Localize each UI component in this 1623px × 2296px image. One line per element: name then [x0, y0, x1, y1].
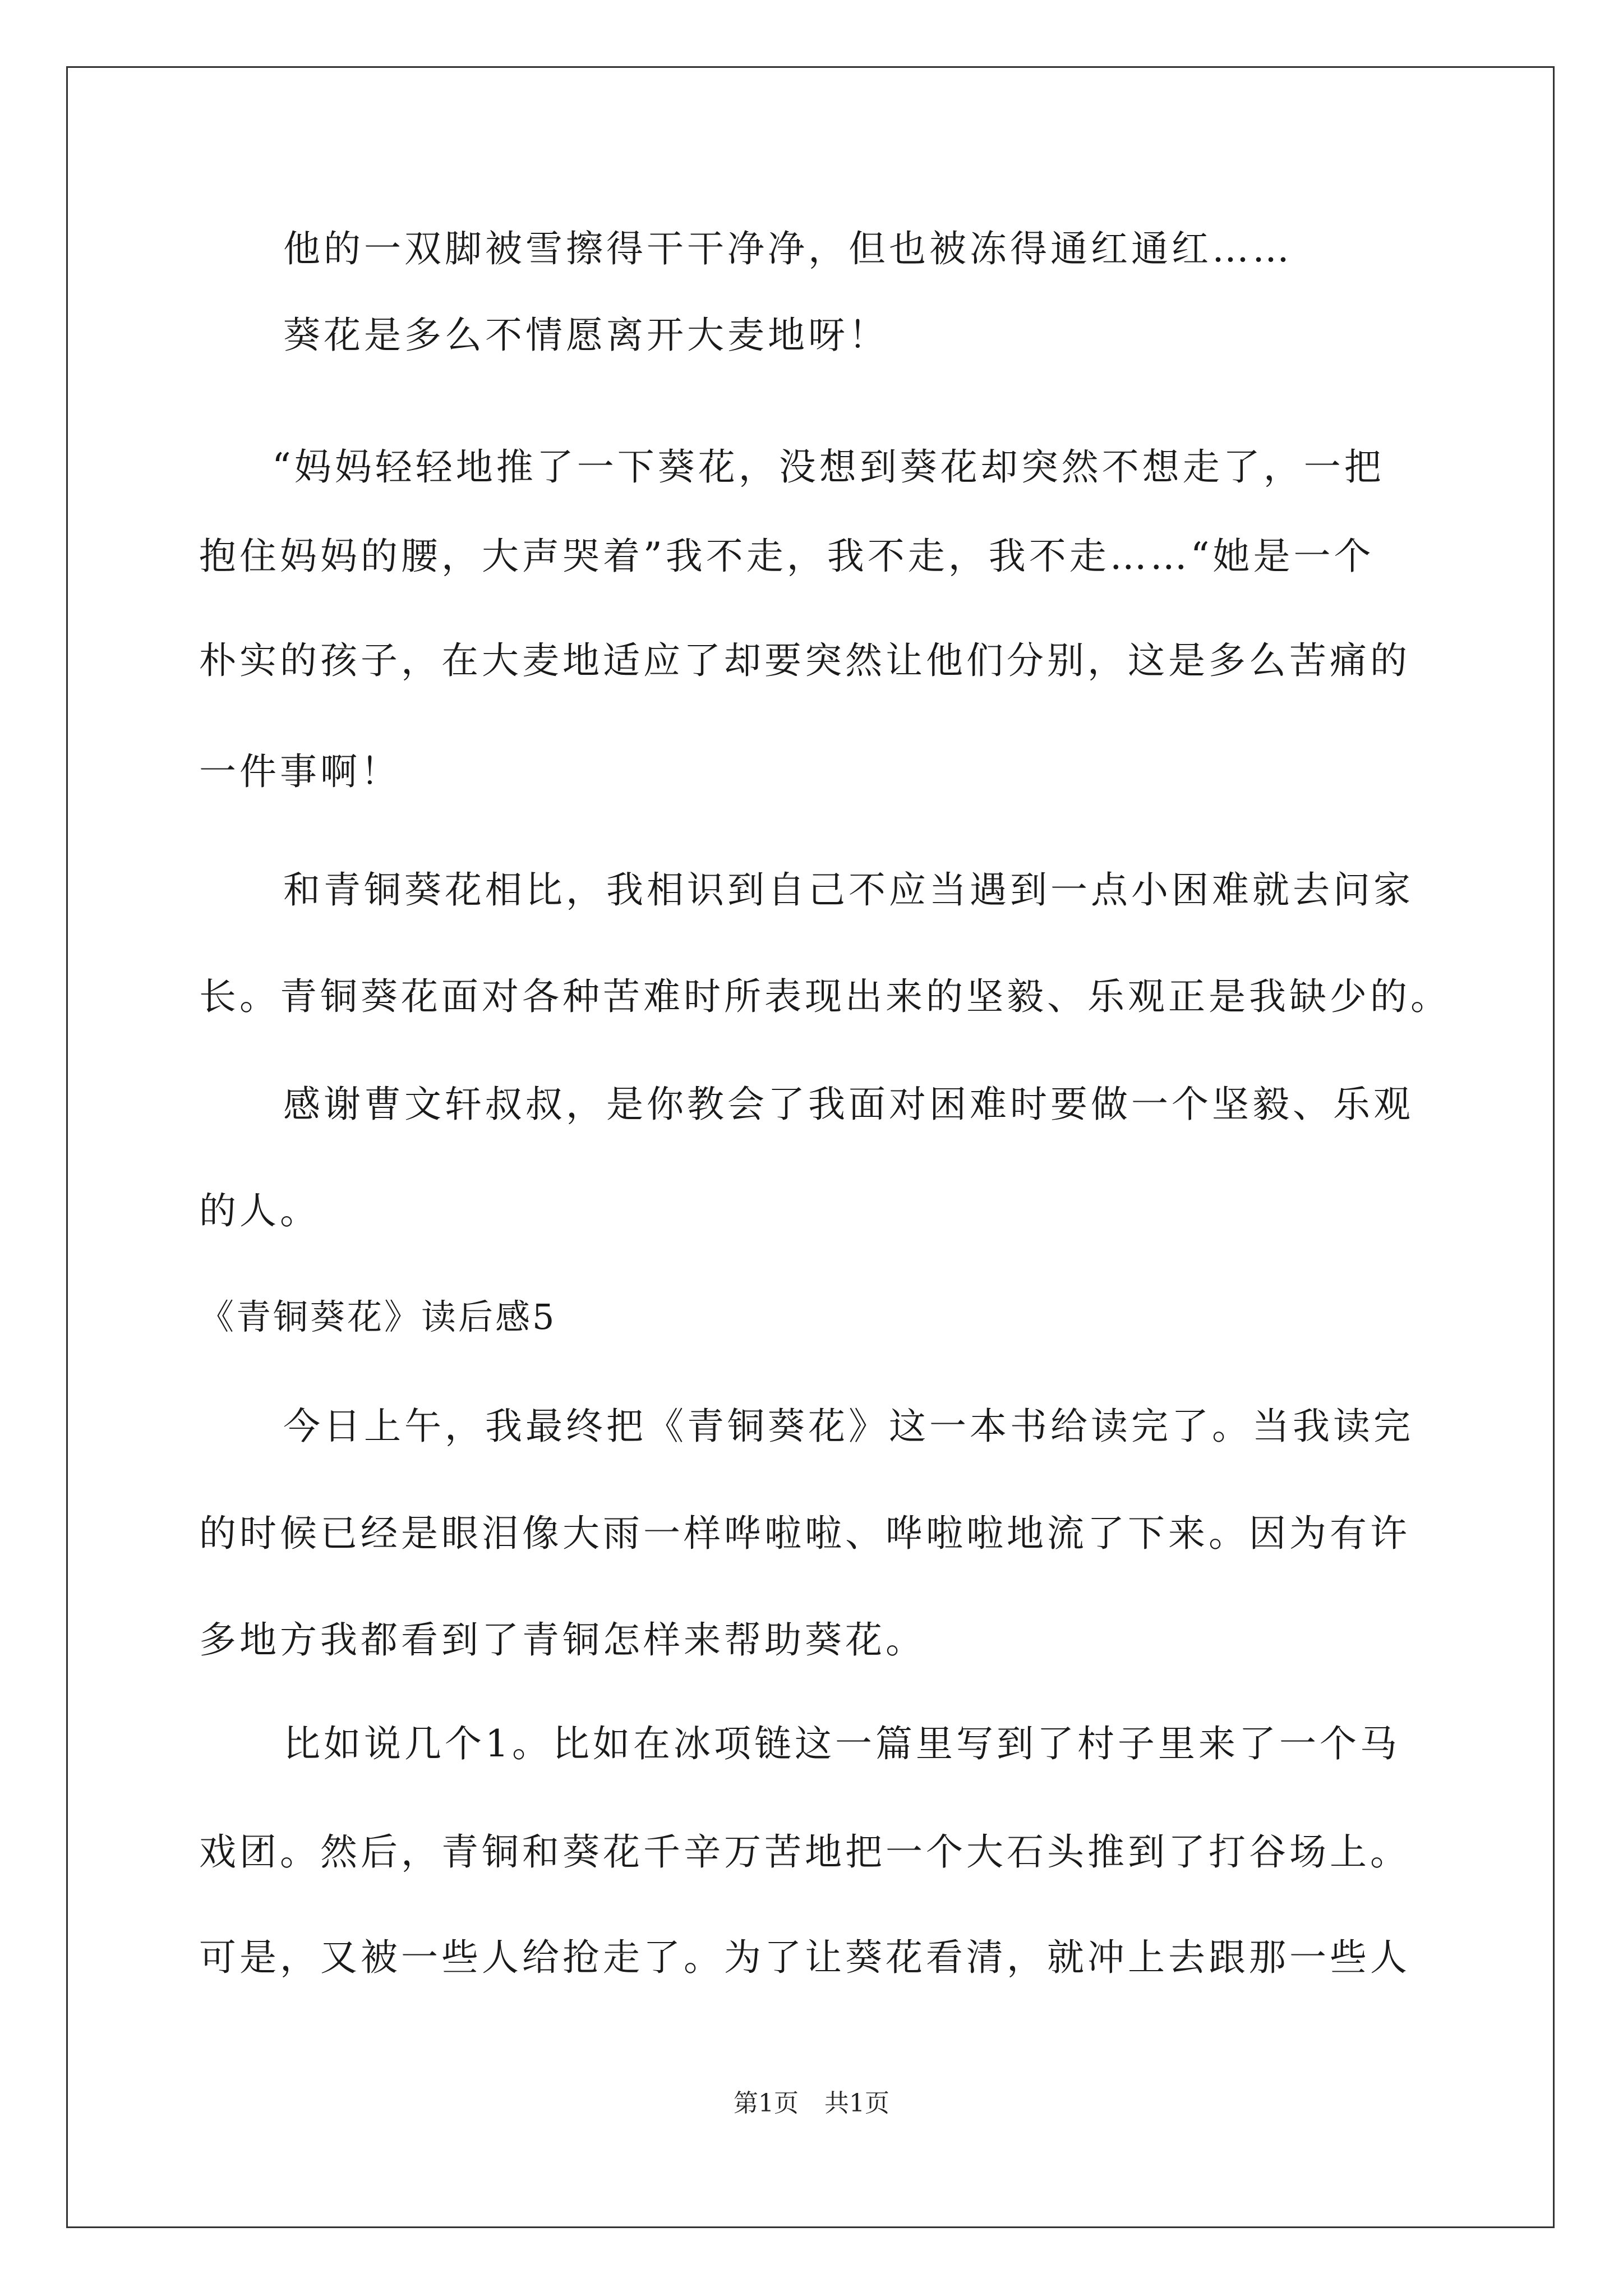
body-line: 抱住妈妈的腰，大声哭着”我不走，我不走，我不走……“她是一个: [199, 535, 1375, 578]
body-line: 今日上午，我最终把《青铜葵花》这一本书给读完了。当我读完: [283, 1405, 1414, 1448]
body-line: 他的一双脚被雪擦得干干净净，但也被冻得通红通红……: [283, 227, 1293, 270]
body-line: 可是，又被一些人给抢走了。为了让葵花看清，就冲上去跟那一些人: [199, 1936, 1410, 1979]
page-number: 第1页: [734, 2089, 799, 2118]
body-line: 的时候已经是眼泪像大雨一样哗啦啦、哗啦啦地流了下来。因为有许: [199, 1512, 1410, 1555]
page-border: [66, 66, 1555, 2228]
body-line: 多地方我都看到了青铜怎样来帮助葵花。: [199, 1618, 926, 1662]
body-line: 朴实的孩子，在大麦地适应了却要突然让他们分别，这是多么苦痛的: [199, 639, 1410, 682]
body-line: 长。青铜葵花面对各种苦难时所表现出来的坚毅、乐观正是我缺少的。: [199, 975, 1451, 1018]
body-line: 戏团。然后，青铜和葵花千辛万苦地把一个大石头推到了打谷场上。: [199, 1830, 1410, 1874]
body-line: 一件事啊！: [199, 750, 401, 793]
body-line: 比如说几个1。比如在冰项链这一篇里写到了村子里来了一个马: [283, 1722, 1400, 1765]
page-footer: [0, 2087, 1623, 2120]
body-line: 感谢曹文轩叔叔，是你教会了我面对困难时要做一个坚毅、乐观: [283, 1083, 1414, 1126]
body-line: 和青铜葵花相比，我相识到自己不应当遇到一点小困难就去问家: [283, 868, 1414, 912]
body-line: 葵花是多么不情愿离开大麦地呀！: [283, 314, 889, 357]
section-heading: 《青铜葵花》读后感5: [199, 1296, 557, 1337]
page-total: 共1页: [824, 2089, 889, 2118]
body-line: “妈妈轻轻地推了一下葵花，没想到葵花却突然不想走了，一把: [272, 445, 1385, 489]
body-line: 的人。: [199, 1189, 320, 1232]
